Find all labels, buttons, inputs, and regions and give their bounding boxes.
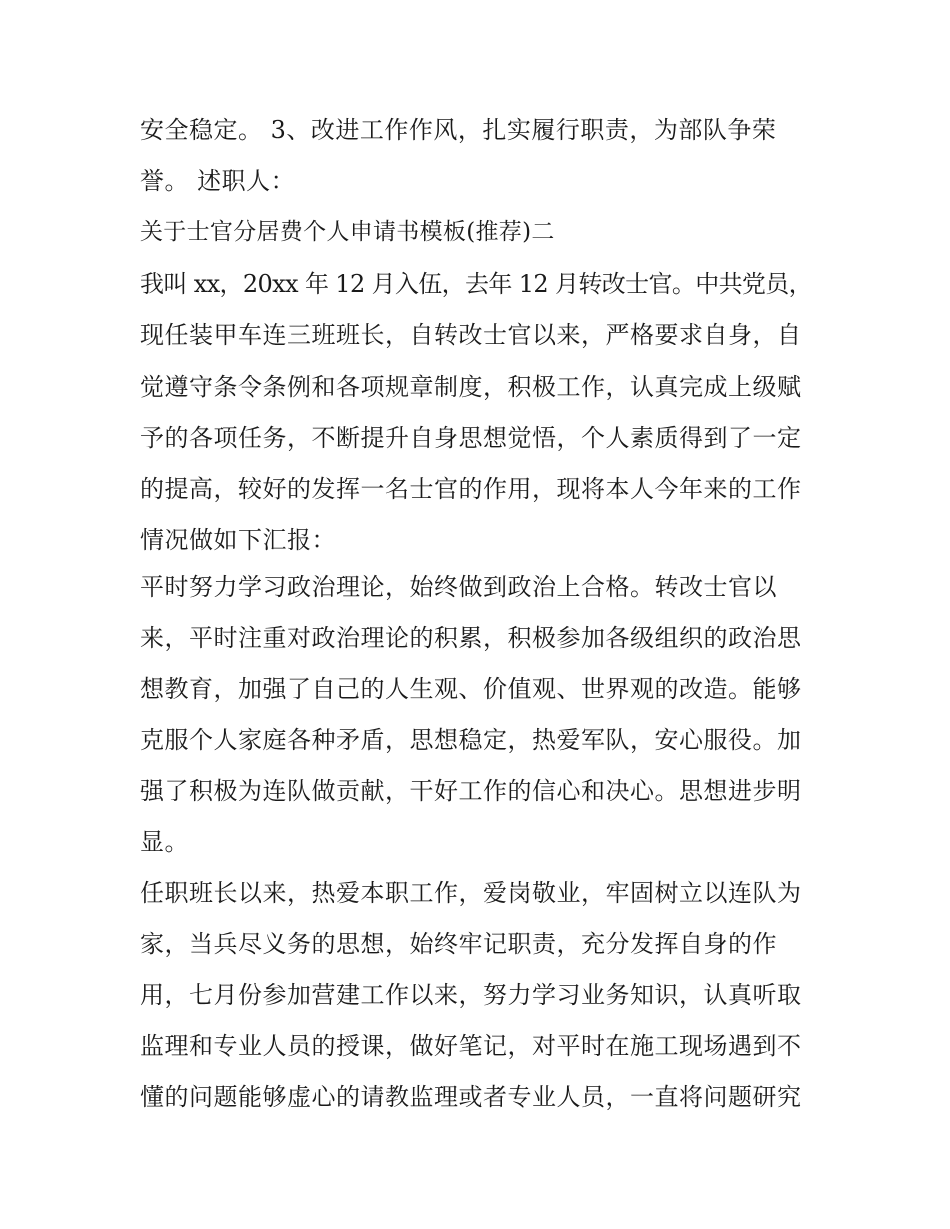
text-line: 情况做如下汇报： xyxy=(140,526,336,554)
text-line: 安全稳定。 3、改进工作作风，扎实履行职责，为部队争荣 xyxy=(140,116,777,144)
text-line: 强了积极为连队做贡献，干好工作的信心和决心。思想进步明 xyxy=(140,777,802,805)
text-line: 显。 xyxy=(140,828,189,856)
text-line: 予的各项任务，不断提升自身思想觉悟，个人素质得到了一定 xyxy=(140,424,802,452)
text-line: 监理和专业人员的授课，做好笔记，对平时在施工现场遇到不 xyxy=(140,1032,802,1060)
text-line: 克服个人家庭各种矛盾，思想稳定，热爱军队，安心服役。加 xyxy=(140,726,802,754)
text-line: 来，平时注重对政治理论的积累，积极参加各级组织的政治思 xyxy=(140,624,802,652)
section-heading: 关于士官分居费个人申请书模板(推荐)二 xyxy=(140,219,555,245)
text-line: 现任装甲车连三班班长，自转改士官以来，严格要求自身，自 xyxy=(140,321,802,349)
text-line: 懂的问题能够虚心的请教监理或者专业人员，一直将问题研究 xyxy=(140,1083,802,1111)
text-line: 家，当兵尽义务的思想，始终牢记职责，充分发挥自身的作 xyxy=(140,930,777,958)
text-line: 任职班长以来，热爱本职工作，爱岗敬业，牢固树立以连队为 xyxy=(140,879,802,907)
text-line: 的提高，较好的发挥一名士官的作用，现将本人今年来的工作 xyxy=(140,475,802,503)
text-line: 誉。 述职人： xyxy=(140,167,296,195)
text-line: 用，七月份参加营建工作以来，努力学习业务知识，认真听取 xyxy=(140,981,802,1009)
text-line: 我叫 xx，20xx 年 12 月入伍，去年 12 月转改士官。中共党员， xyxy=(140,270,813,298)
text-line: 觉遵守条令条例和各项规章制度，积极工作，认真完成上级赋 xyxy=(140,373,802,401)
text-line: 平时努力学习政治理论，始终做到政治上合格。转改士官以 xyxy=(140,573,777,601)
text-line: 想教育，加强了自己的人生观、价值观、世界观的改造。能够 xyxy=(140,675,802,703)
